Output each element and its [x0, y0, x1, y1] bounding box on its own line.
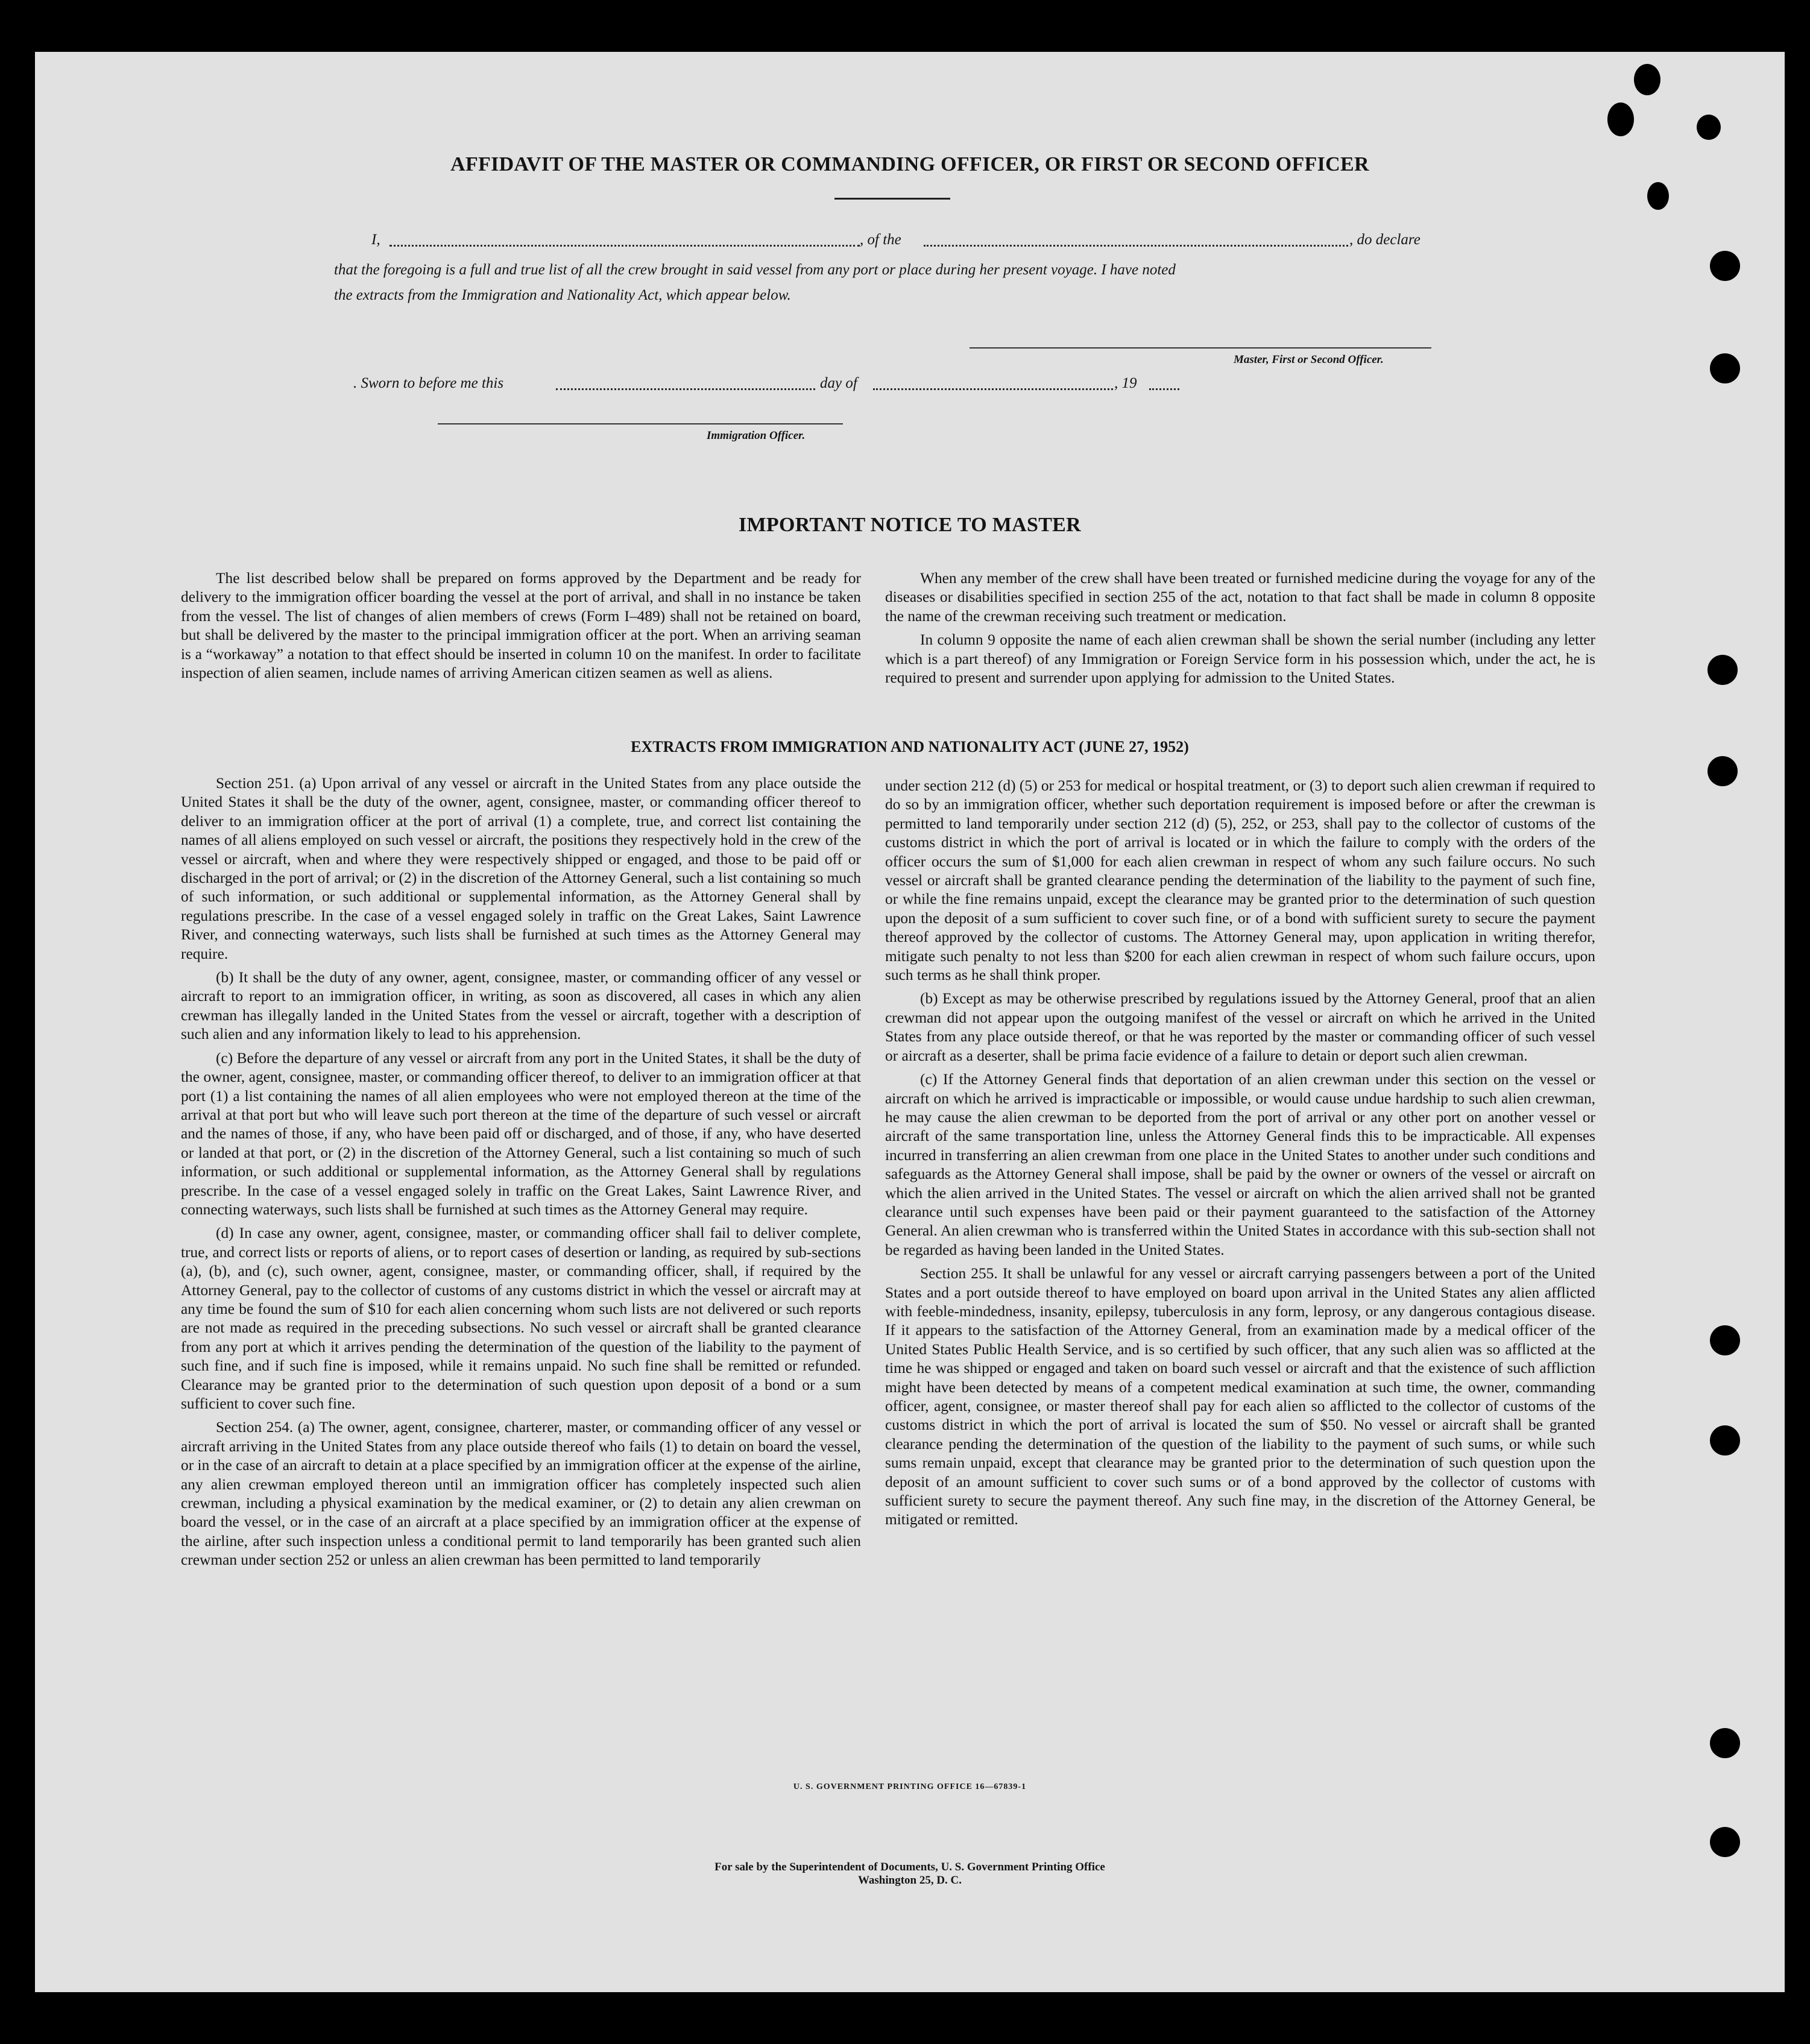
extracts-title: EXTRACTS FROM IMMIGRATION AND NATIONALITY ACT (JUNE 27, 1952) [631, 738, 1189, 755]
section-251-a: Section 251. (a) Upon arrival of any vessel or aircraft in the United States from any place outside the United States it shall be the duty of the owner, agent, consignee, master, or commanding officer thereof to deliver to an immigration officer at the port of arrival (1) a complete, true, and correct list containing the names of all aliens employed on such vessel or aircraft, the positions they respectively hold in the crew of the vessel or aircraft, when and where they were respectively shipped or engaged, and those to be paid off or discharged in the port of arrival; or (2) in the discretion of the Attorney General, such a list containing so much of such information, or such additional or supplemental information, as the Attorney General shall by regulations prescribe. In the case of a vessel engaged solely in traffic on the Great Lakes, Saint Lawrence River, and connecting waterways, such lists shall be furnished at such times as the Attorney General may require. [181, 775, 861, 962]
binder-hole [1710, 353, 1740, 383]
declaration-line-2: that the foregoing is a full and true list of all the crew brought in said vessel from any port or place during her present voyage. I have noted [334, 262, 1176, 278]
sworn-year-field[interactable] [1149, 388, 1179, 390]
notice-left-column [181, 569, 861, 683]
bleed-through-mark [722, 70, 765, 118]
binder-hole [1697, 115, 1721, 140]
master-signature-line[interactable] [970, 347, 1431, 349]
officer-signature-label: Immigration Officer. [707, 429, 806, 442]
master-signature-label: Master, First or Second Officer. [1234, 353, 1384, 366]
binder-hole [1710, 1325, 1740, 1355]
section-254-b: (b) Except as may be otherwise prescribed by regulations issued by the Attorney General, proof that an alien crewman did not appear upon the outgoing manifest of the vessel or aircraft on which he arrived in the United States from any place outside thereof, or that he was reported by the master or commanding officer of such vessel or aircraft as a deserter, shall be prima facie evidence of a failure to detain or deport such alien crewman. [885, 990, 1595, 1064]
notice-title: IMPORTANT NOTICE TO MASTER [738, 514, 1082, 536]
notice-right-paragraph-1: When any member of the crew shall have been treated or furnished medicine during the voyage for any of the diseases or disabilities specified in section 255 of the act, notation to that fact shall be made in column 8 opposite the name of the crewman receiving such treatment or medication. [885, 570, 1595, 625]
sworn-label: . Sworn to before me this [353, 375, 504, 391]
declarant-name-field[interactable] [389, 245, 860, 247]
declaration-do-declare-label: , do declare [1349, 232, 1421, 248]
binder-hole [1710, 251, 1740, 281]
sworn-day-field[interactable] [556, 388, 815, 390]
title-underline [834, 198, 950, 200]
day-of-label: day of [820, 375, 857, 391]
footer-line-1: For sale by the Superintendent of Documents, U. S. Government Printing Office [714, 1861, 1105, 1873]
binder-hole [1708, 655, 1738, 685]
extracts-right-column [885, 777, 1595, 1530]
form-page [35, 52, 1785, 1992]
declaration-i-label: I, [371, 232, 380, 248]
section-251-b: (b) It shall be the duty of any owner, agent, consignee, master, or commanding officer of any vessel or aircraft to report to an immigration officer, in writing, as soon as discovered, all cases in which any alien crewman has illegally landed in the United States from the vessel or aircraft, together with a description of such alien and any information likely to lead to his apprehension. [181, 969, 861, 1043]
officer-signature-line[interactable] [438, 423, 843, 424]
binder-hole [1647, 182, 1669, 210]
binder-hole [1710, 1425, 1740, 1456]
binder-hole [1710, 1827, 1740, 1857]
sworn-month-field[interactable] [873, 388, 1113, 390]
binder-hole [1708, 756, 1738, 786]
section-254-c: (c) If the Attorney General finds that deportation of an alien crewman under this section on the vessel or aircraft on which he arrived is impracticable or impossible, or would cause undue hardship to such alien crewman, he may cause the alien crewman to be deported from the port of arrival or any other port on another vessel or aircraft of the same transportation line, unless the Attorney General finds this to be impracticable. All expenses incurred in transferring an alien crewman from one place in the United States to another under such conditions and safeguards as the Attorney General shall impose, shall be paid by the owner or owners of the vessel or aircraft on which the alien arrived in the United States. The vessel or aircraft on which the alien arrived shall not be granted clearance until such expenses have been paid or their payment guaranteed to the satisfaction of the Attorney General. An alien crewman who is transferred within the United States in accordance with this sub-section shall not be regarded as having been landed in the United States. [885, 1071, 1595, 1258]
section-255: Section 255. It shall be unlawful for any vessel or aircraft carrying passengers between a port of the United States and a port outside thereof to have employed on board upon arrival in the United States any alien afflicted with feeble-mindedness, insanity, epilepsy, tuberculosis in any form, leprosy, or any dangerous contagious disease. If it appears to the satisfaction of the Attorney General, from an examination made by a medical officer of the United States Public Health Service, and is so certified by such officer, that any such alien was so afflicted at the time he was shipped or engaged and taken on board such vessel or aircraft and that the existence of such affliction might have been detected by means of a competent medical examination at such time, the owner, commanding officer, agent, consignee, or master thereof shall pay for each alien so afflicted to the collector of customs of the customs district in which the port of arrival is located the sum of $50. No vessel or aircraft shall be granted clearance pending the determination of the question of the liability to the payment of such sums, or while such sums remain unpaid, except that clearance may be granted prior to the determination of such question upon the deposit of an amount sufficient to cover such sums or of a bond approved by the collector of customs with sufficient surety to secure the payment thereof. Any such fine may, in the discretion of the Attorney General, be mitigated or remitted. [885, 1265, 1595, 1528]
section-251-d: (d) In case any owner, agent, consignee, master, or commanding officer shall fail to deliver complete, true, and correct lists or reports of aliens, or to report cases of desertion or landing, as required by sub-sections (a), (b), and (c), such owner, agent, consignee, master, or commanding officer, shall, if required by the Attorney General, pay to the collector of customs of any customs district in which the vessel or aircraft may at any time be found the sum of $10 for each alien concerning whom such lists are not delivered or such reports are not made as required in the preceding subsections. No such vessel or aircraft shall be granted clearance from any port at which it arrives pending the determination of the question of the liability to the payment of such fine, and if such fine is imposed, while it remains unpaid. No such fine shall be remitted or refunded. Clearance may be granted prior to the determination of such question upon deposit of a bond or a sum sufficient to cover such fine. [181, 1225, 861, 1412]
notice-left-paragraph: The list described below shall be prepared on forms approved by the Department and be ready for delivery to the immigration officer boarding the vessel at the port of arrival, and shall in no instance be taken from the vessel. The list of changes of alien members of crews (Form I–489) shall not be retained on board, but shall be delivered by the master to the principal immigration officer at the port. When an arriving seaman is a “workaway” a notation to that effect should be inserted in column 10 on the manifest. In order to facilitate inspection of alien seamen, include names of arriving American citizen seamen as well as aliens. [181, 570, 861, 682]
notice-right-column [885, 569, 1595, 687]
binder-hole [1634, 64, 1660, 95]
section-254-a: Section 254. (a) The owner, agent, consignee, charterer, master, or commanding officer of any vessel or aircraft arriving in the United States from any place outside thereof who fails (1) to detain on board the vessel, or in the case of an aircraft to detain at a place specified by an immigration officer at the expense of the airline, any alien crewman employed thereon until an immigration officer has completely inspected such alien crewman, including a physical examination by the medical examiner, or (2) to detain any alien crewman on board the vessel, or in the case of an aircraft at a place specified by an immigration officer at the expense of the airline, after such inspection unless a conditional permit to land temporarily has been granted such alien crewman under section 252 or unless an alien crewman has been permitted to land temporarily [181, 1419, 861, 1569]
extracts-left-column [181, 774, 861, 1570]
binder-hole [1607, 103, 1634, 136]
footer-line-2: Washington 25, D. C. [857, 1874, 962, 1887]
section-251-c: (c) Before the departure of any vessel or aircraft from any port in the United States, it shall be the duty of the owner, agent, consignee, master, or commanding officer thereof, to deliver to an immigration officer at that port (1) a list containing the names of all alien employees who were not employed thereon at the time of the arrival at that port but who will leave such port thereon at the time of the departure of such vessel or aircraft and the names of those, if any, who have been paid off or discharged, and of those, if any, who have deserted or landed at that port, or (2) in the discretion of the Attorney General, such a list containing so much of such information, or such additional or supplemental information, as the Attorney General shall by regulations prescribe. In the case of a vessel engaged solely in traffic on the Great Lakes, Saint Lawrence River, and connecting waterways, such lists shall be furnished at such times as the Attorney General may require. [181, 1049, 861, 1218]
declaration-of-the-label: , of the [860, 232, 901, 248]
binder-hole [1710, 1728, 1740, 1758]
notice-right-paragraph-2: In column 9 opposite the name of each alien crewman shall be shown the serial number (including any letter which is a part thereof) of any Immigration or Foreign Service form in his possession which, under the act, he is required to present and surrender upon applying for admission to the United States. [885, 631, 1595, 687]
year-label: , 19 [1114, 375, 1137, 391]
printer-imprint: U. S. GOVERNMENT PRINTING OFFICE 16—67839-1 [793, 1782, 1027, 1791]
vessel-name-field[interactable] [924, 245, 1348, 247]
affidavit-title: AFFIDAVIT OF THE MASTER OR COMMANDING OFFICER, OR FIRST OR SECOND OFFICER [450, 153, 1369, 175]
section-254-a-continued: under section 212 (d) (5) or 253 for medical or hospital treatment, or (3) to deport such alien crewman if required to do so by an immigration officer, whether such deportation requirement is imposed before or after the crewman is permitted to land temporarily under section 212 (d) (5), 252, or 253, shall pay to the collector of customs of the customs district in which the port of arrival is located or in which the failure to comply with the orders of the officer occurs the sum of $1,000 for each alien crewman in respect of whom any such failure occurs. No such vessel or aircraft shall be granted clearance pending the determination of the liability to the payment of such fine, or while the fine remains unpaid, except the clearance may be granted prior to the determination of such question upon the deposit of a sum sufficient to cover such fine, or of a bond with sufficient surety to secure the payment thereof approved by the collector of customs. The Attorney General may, upon application in writing therefor, mitigate such penalty to not less than $200 for each alien crewman in respect of whom such failure occurs, upon such terms as he shall think proper. [885, 777, 1595, 984]
declaration-line-3: the extracts from the Immigration and Nationality Act, which appear below. [334, 287, 791, 303]
